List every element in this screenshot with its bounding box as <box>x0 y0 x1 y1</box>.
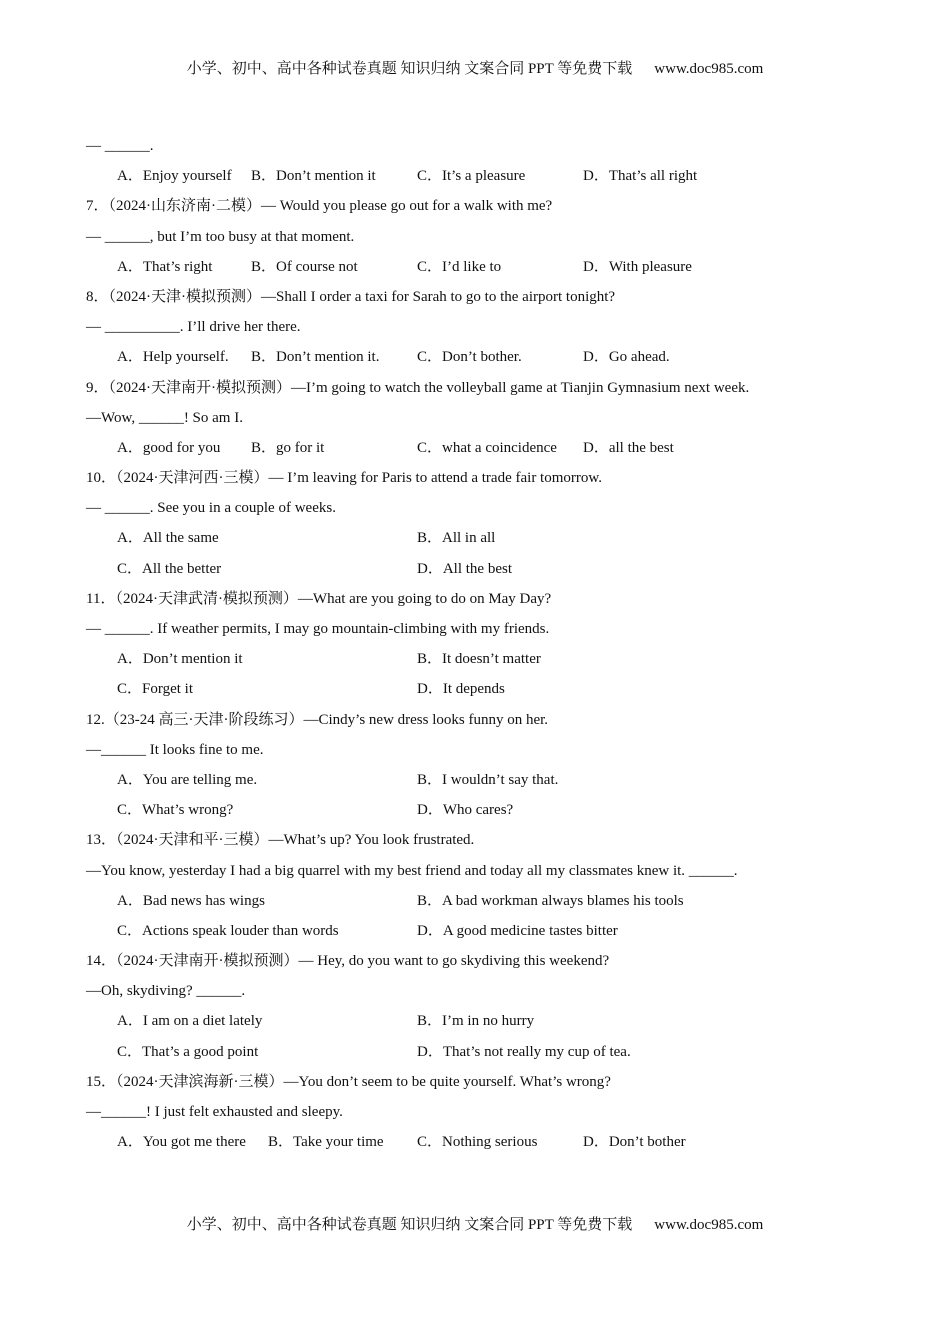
q13-option-b[interactable]: B．A bad workman always blames his tools <box>417 892 684 909</box>
q14-option-d[interactable]: D．That’s not really my cup of tea. <box>417 1043 631 1060</box>
header-site-link[interactable]: www.doc985.com <box>654 61 764 77</box>
page-header <box>0 57 950 78</box>
q8-prompt: 8．（2024·天津·模拟预测）—Shall I order a taxi for Sarah to go to the airport tonight? <box>86 288 616 305</box>
q6-option-c[interactable]: C．It’s a pleasure <box>417 168 526 185</box>
q11-prompt: 11．（2024·天津武清·模拟预测）—What are you going to do on May Day? <box>86 590 552 607</box>
page-footer <box>0 1213 950 1234</box>
q14-option-c[interactable]: C．That’s a good point <box>117 1043 259 1060</box>
q12-prompt: 12.（23-24 高三·天津·阶段练习）—Cindy’s new dress looks funny on her. <box>86 711 549 728</box>
footer-text: 小学、初中、高中各种试卷真题 知识归纳 文案合同 PPT 等免费下载 <box>186 1217 633 1233</box>
q15-option-d[interactable]: D．Don’t bother <box>583 1134 686 1151</box>
q7-option-b[interactable]: B．Of course not <box>251 258 358 275</box>
q6-option-b[interactable]: B．Don’t mention it <box>251 168 376 185</box>
q12-option-c[interactable]: C．What’s wrong? <box>117 802 234 819</box>
q9-answer-line: —Wow, ______! So am I. <box>86 409 243 426</box>
q10-option-d[interactable]: D．All the best <box>417 560 512 577</box>
q7-options <box>86 252 866 282</box>
q12-option-b[interactable]: B．I wouldn’t say that. <box>417 771 559 788</box>
q11-option-a[interactable]: A．Don’t mention it <box>117 651 243 668</box>
q9-option-d[interactable]: D．all the best <box>583 439 674 456</box>
q15-option-b[interactable]: B．Take your time <box>268 1134 384 1151</box>
q12-answer-line: —______ It looks fine to me. <box>86 741 264 758</box>
q11-option-c[interactable]: C．Forget it <box>117 681 193 698</box>
q14-options-row2 <box>86 1037 866 1067</box>
q8-option-a[interactable]: A．Help yourself. <box>117 349 229 366</box>
q9-option-b[interactable]: B．go for it <box>251 439 325 456</box>
q7-option-d[interactable]: D．With pleasure <box>583 258 692 275</box>
q10-option-c[interactable]: C．All the better <box>117 560 222 577</box>
q11-options-row2 <box>86 674 866 704</box>
q13-options-row2 <box>86 916 866 946</box>
q7-answer-line: — ______, but I’m too busy at that moment. <box>86 228 355 245</box>
q9-option-a[interactable]: A．good for you <box>117 439 221 456</box>
q14-answer-line: —Oh, skydiving? ______. <box>86 983 246 1000</box>
q9-option-c[interactable]: C．what a coincidence <box>417 439 557 456</box>
q6-answer-line: — ______. <box>86 138 154 154</box>
q14-option-b[interactable]: B．I’m in no hurry <box>417 1013 535 1030</box>
q8-option-c[interactable]: C．Don’t bother. <box>417 349 522 366</box>
q15-option-a[interactable]: A．You got me there <box>117 1134 246 1151</box>
header-text: 小学、初中、高中各种试卷真题 知识归纳 文案合同 PPT 等免费下载 <box>186 61 633 77</box>
q7-prompt: 7．（2024·山东济南·二模）— Would you please go out for a walk with me? <box>86 198 553 215</box>
q11-option-b[interactable]: B．It doesn’t matter <box>417 651 541 668</box>
q8-option-b[interactable]: B．Don’t mention it. <box>251 349 380 366</box>
q13-prompt: 13．（2024·天津和平·三模）—What’s up? You look frustrated. <box>86 832 475 849</box>
q9-prompt: 9．（2024·天津南开·模拟预测）—I’m going to watch the volleyball game at Tianjin Gymnasium next week. <box>86 379 750 396</box>
q8-answer-line: — __________. I’ll drive her there. <box>86 319 301 336</box>
q6-option-d[interactable]: D．That’s all right <box>583 168 698 185</box>
q14-prompt: 14．（2024·天津南开·模拟预测）— Hey, do you want to go skydiving this weekend? <box>86 953 610 970</box>
q8-option-d[interactable]: D．Go ahead. <box>583 349 670 366</box>
q7-option-c[interactable]: C．I’d like to <box>417 258 502 275</box>
q15-option-c[interactable]: C．Nothing serious <box>417 1134 538 1151</box>
q13-option-c[interactable]: C．Actions speak louder than words <box>117 922 339 939</box>
q15-prompt: 15．（2024·天津滨海新·三模）—You don’t seem to be quite yourself. What’s wrong? <box>86 1073 611 1090</box>
q7-option-a[interactable]: A．That’s right <box>117 258 213 275</box>
q10-answer-line: — ______. See you in a couple of weeks. <box>86 500 336 517</box>
q10-option-a[interactable]: A．All the same <box>117 530 219 547</box>
question-list <box>86 131 866 1157</box>
q6-option-a[interactable]: A．Enjoy yourself <box>117 168 232 185</box>
q12-option-d[interactable]: D．Who cares? <box>417 802 514 819</box>
q8-options <box>86 342 866 372</box>
q6-options <box>86 161 866 191</box>
q12-option-a[interactable]: A．You are telling me. <box>117 771 258 788</box>
q15-answer-line: —______! I just felt exhausted and sleepy. <box>86 1104 343 1120</box>
q9-options <box>86 433 866 463</box>
q14-options-row1 <box>86 1006 866 1036</box>
footer-site-link[interactable]: www.doc985.com <box>654 1217 764 1233</box>
q13-answer-line: —You know, yesterday I had a big quarrel with my best friend and today all my classmates knew it. ______. <box>86 862 738 879</box>
q11-options-row1 <box>86 644 866 674</box>
q13-options-row1 <box>86 886 866 916</box>
q10-option-b[interactable]: B．All in all <box>417 530 496 547</box>
q12-options-row1 <box>86 765 866 795</box>
q11-option-d[interactable]: D．It depends <box>417 681 505 698</box>
q12-options-row2 <box>86 795 866 825</box>
q14-option-a[interactable]: A．I am on a diet lately <box>117 1013 263 1030</box>
q10-prompt: 10．（2024·天津河西·三模）— I’m leaving for Paris to attend a trade fair tomorrow. <box>86 470 602 487</box>
q13-option-a[interactable]: A．Bad news has wings <box>117 892 265 909</box>
q10-options-row1 <box>86 523 866 553</box>
q10-options-row2 <box>86 554 866 584</box>
q11-answer-line: — ______. If weather permits, I may go mountain-climbing with my friends. <box>86 621 550 637</box>
q13-option-d[interactable]: D．A good medicine tastes bitter <box>417 922 618 939</box>
q15-options <box>86 1127 866 1157</box>
